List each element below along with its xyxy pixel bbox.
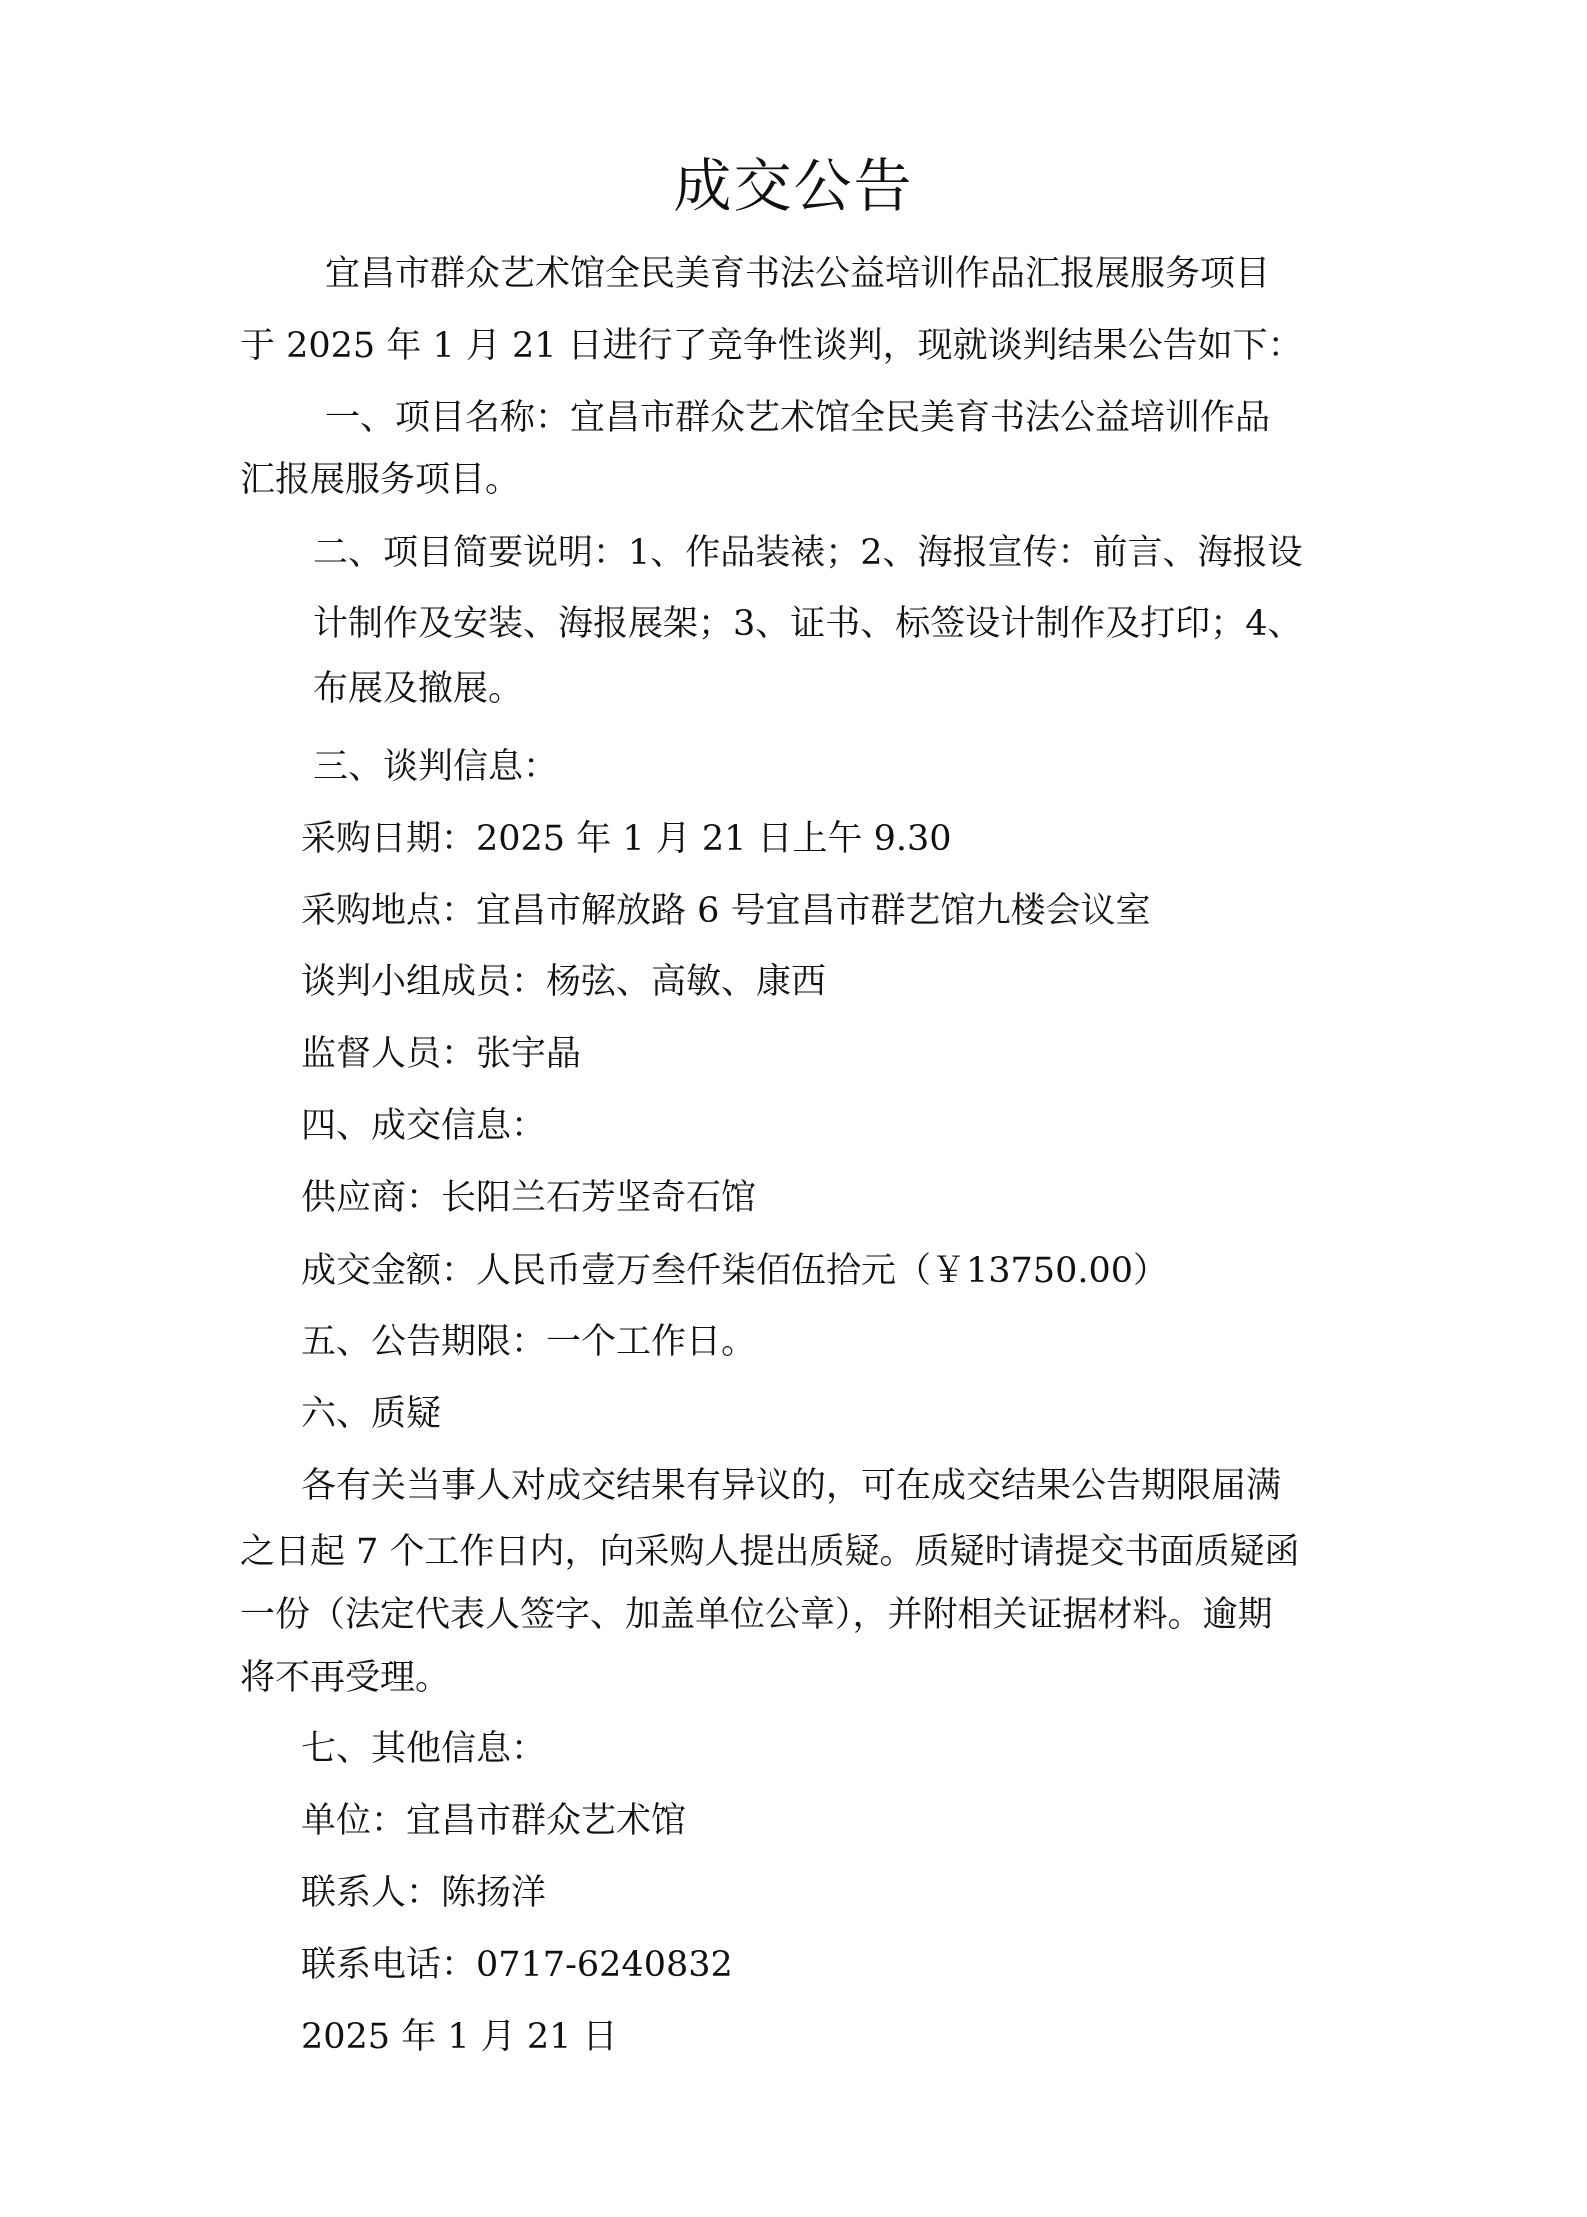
section2-line-1: 二、项目简要说明：1、作品装裱；2、海报宣传：前言、海报设: [313, 533, 1303, 573]
section2-line-2: 计制作及安装、海报展架；3、证书、标签设计制作及打印；4、: [313, 604, 1303, 644]
contact-person: 联系人：陈扬洋: [301, 1873, 547, 1913]
purchase-date: 采购日期：2025 年 1 月 21 日上午 9.30: [301, 819, 952, 859]
deal-amount: 成交金额：人民币壹万叁仟柒佰伍拾元（￥13750.00）: [301, 1251, 1169, 1291]
contact-phone: 联系电话：0717-6240832: [301, 1945, 733, 1985]
section6-line-3: 一份（法定代表人签字、加盖单位公章），并附相关证据材料。逾期: [240, 1595, 1273, 1635]
section6-heading: 六、质疑: [301, 1394, 442, 1434]
section7-heading: 七、其他信息：: [301, 1729, 547, 1769]
announcement-date: 2025 年 1 月 21 日: [301, 2017, 618, 2057]
section4-heading: 四、成交信息：: [301, 1106, 547, 1146]
section3-heading: 三、谈判信息：: [313, 747, 559, 787]
negotiation-panel: 谈判小组成员：杨弦、高敏、康西: [301, 962, 827, 1002]
supplier: 供应商：长阳兰石芳坚奇石馆: [301, 1178, 757, 1218]
section1-line-2: 汇报展服务项目。: [240, 460, 521, 500]
purchase-location: 采购地点：宜昌市解放路 6 号宜昌市群艺馆九楼会议室: [301, 891, 1151, 931]
unit: 单位：宜昌市群众艺术馆: [301, 1801, 687, 1841]
section6-line-1: 各有关当事人对成交结果有异议的，可在成交结果公告期限届满: [301, 1466, 1282, 1506]
page-title: 成交公告: [673, 152, 914, 220]
intro-line-2: 于 2025 年 1 月 21 日进行了竞争性谈判，现就谈判结果公告如下：: [240, 326, 1303, 366]
section2-line-3: 布展及撤展。: [313, 669, 524, 709]
section1-line-1: 一、项目名称：宜昌市群众艺术馆全民美育书法公益培训作品: [325, 398, 1271, 438]
section5-notice-period: 五、公告期限：一个工作日。: [301, 1322, 757, 1362]
supervisor: 监督人员：张宇晶: [301, 1034, 582, 1074]
section6-line-4: 将不再受理。: [240, 1658, 451, 1698]
section6-line-2: 之日起 7 个工作日内，向采购人提出质疑。质疑时请提交书面质疑函: [240, 1532, 1300, 1572]
intro-line-1: 宜昌市群众艺术馆全民美育书法公益培训作品汇报展服务项目: [325, 254, 1271, 294]
